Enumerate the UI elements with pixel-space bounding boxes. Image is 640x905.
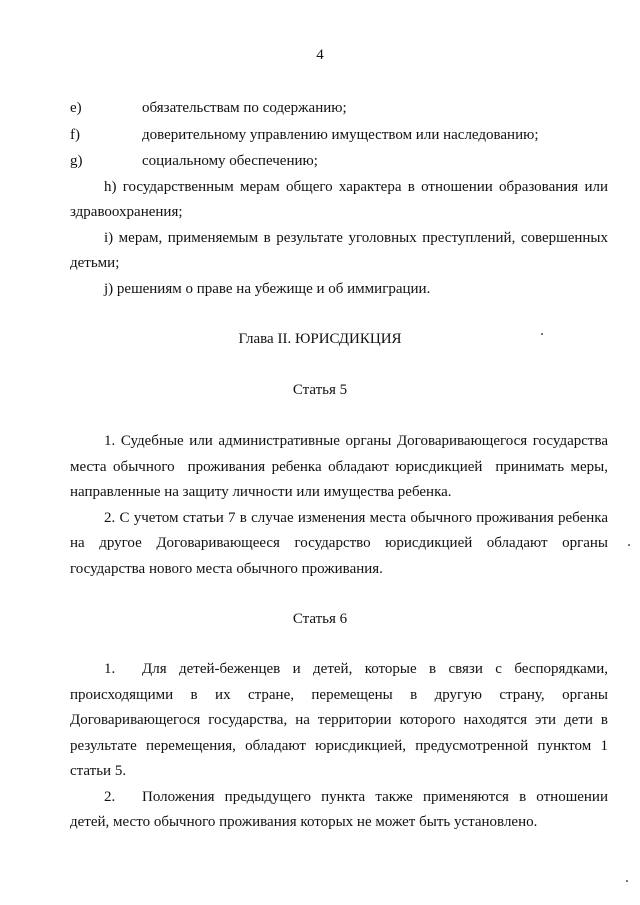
- list-text: социальному обеспечению;: [142, 153, 318, 169]
- article-6-p1-line5: статьи 5.: [70, 763, 127, 779]
- article-5-p1-line1: 1. Судебные или административные органы Договаривающегося государства: [104, 433, 608, 449]
- list-text: обязательствам по содержанию;: [142, 100, 347, 116]
- article-5-p1-line2: места обычного проживания ребенка обладают юрисдикцией принимать меры,: [70, 459, 608, 475]
- item-i-line2: детьми;: [70, 255, 120, 271]
- article-5-p2-line2: на другое Договаривающееся государство юрисдикцией обладают органы: [70, 535, 608, 551]
- article-5-title: Статья 5: [292, 382, 348, 398]
- article-6-p2-line2: детей, место обычного проживания которых не может быть установлено.: [70, 814, 538, 830]
- scan-speck: [626, 880, 628, 882]
- item-j: j) решениям о праве на убежище и об иммиграции.: [104, 281, 431, 297]
- article-6-p1-line4: результате перемещения, обладают юрисдикцией, предусмотренной пунктом 1: [70, 738, 608, 754]
- scan-speck: [628, 544, 630, 546]
- item-i-line1: i) мерам, применяемым в результате уголовных преступлений, совершенных: [104, 230, 608, 246]
- article-6-p2-number: 2.: [104, 789, 116, 805]
- article-5-p2-line1: 2. С учетом статьи 7 в случае изменения места обычного проживания ребенка: [104, 510, 608, 526]
- scan-speck: [541, 333, 543, 335]
- list-text: доверительному управлению имуществом или наследованию;: [142, 127, 539, 143]
- item-h-line1: h) государственным мерам общего характера в отношении образования или: [104, 179, 608, 195]
- page-number: 4: [316, 47, 324, 63]
- article-5-p2-line3: государства нового места обычного проживания.: [70, 561, 383, 577]
- article-6-p1-line1: Для детей-беженцев и детей, которые в связи с беспорядками,: [142, 661, 608, 677]
- article-6-p1-line2: происходящими в их стране, перемещены в другую страну, органы: [70, 687, 608, 703]
- chapter-title: Глава II. ЮРИСДИКЦИЯ: [238, 331, 402, 347]
- article-6-p1-number: 1.: [104, 661, 116, 677]
- article-6-title: Статья 6: [292, 611, 348, 627]
- list-marker: e): [70, 100, 82, 116]
- list-marker: f): [70, 127, 80, 143]
- article-6-p1-line3: Договаривающегося государства, на территории которого находятся эти дети в: [70, 712, 608, 728]
- article-6-p2-line1: Положения предыдущего пункта также применяются в отношении: [142, 789, 608, 805]
- list-marker: g): [70, 153, 83, 169]
- article-5-p1-line3: направленные на защиту личности или имущества ребенка.: [70, 484, 452, 500]
- item-h-line2: здравоохранения;: [70, 204, 183, 220]
